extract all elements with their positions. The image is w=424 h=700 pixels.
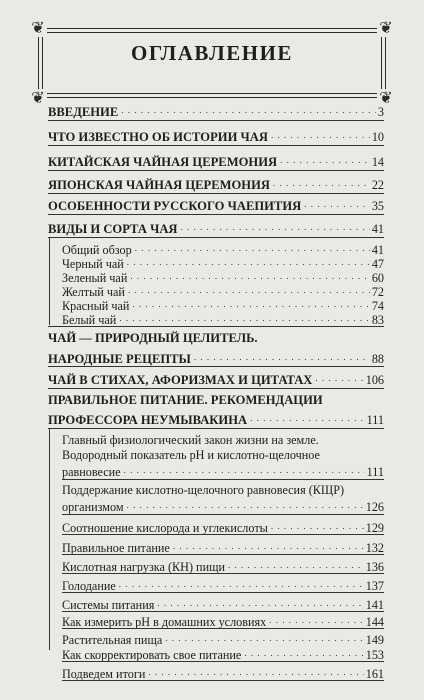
entry-divider	[62, 554, 384, 555]
toc-entry-poems: ЧАЙ В СТИХАХ, АФОРИЗМАХ И ЦИТАТАХ . . . 106	[48, 370, 384, 387]
toc-entry-chinese-ceremony: КИТАЙСКАЯ ЧАЙНАЯ ЦЕРЕМОНИЯ . . . 14	[48, 152, 384, 169]
entry-divider	[48, 366, 384, 367]
toc-subentry-acid-load: Кислотная нагрузка (КН) пищи . . . 136	[62, 557, 384, 574]
entry-divider	[62, 592, 384, 593]
toc-subentry-fasting: Голодание . . . 137	[62, 576, 384, 593]
entry-divider	[62, 680, 384, 681]
entry-divider	[48, 120, 384, 121]
entry-divider	[48, 145, 384, 146]
entry-divider	[62, 573, 384, 574]
section-bracket	[49, 428, 50, 650]
section-bracket	[49, 237, 50, 325]
ornament-corner-icon: ❦	[29, 19, 47, 37]
toc-entry-nutrition: ПРОФЕССОРА НЕУМЫВАКИНА . . . 111	[48, 410, 384, 427]
toc-entry-healer-line1: ЧАЙ — ПРИРОДНЫЙ ЦЕЛИТЕЛЬ.	[48, 331, 258, 345]
toc-entry-tea-types: ВИДЫ И СОРТА ЧАЯ . . . 41	[48, 219, 384, 236]
toc-subentry-green-tea: Зеленый чай . . . 60	[62, 268, 384, 285]
entry-divider	[62, 661, 384, 662]
entry-divider	[48, 193, 384, 194]
toc-subentry-proper-nutrition: Правильное питание . . . 132	[62, 538, 384, 555]
toc-subentry-black-tea: Черный чай . . . 47	[62, 254, 384, 271]
toc-entry-history: ЧТО ИЗВЕСТНО ОБ ИСТОРИИ ЧАЯ . . . 10	[48, 127, 384, 144]
toc-subentry-plant-food: Растительная пища . . . 149	[62, 630, 384, 647]
entry-divider	[62, 514, 384, 515]
entry-divider	[62, 479, 384, 480]
toc-entry-japanese-ceremony: ЯПОНСКАЯ ЧАЙНАЯ ЦЕРЕМОНИЯ . . . 22	[48, 175, 384, 192]
toc-entry-nutrition-line1: ПРАВИЛЬНОЕ ПИТАНИЕ. РЕКОМЕНДАЦИИ	[48, 393, 323, 407]
toc-subentry-adjust-diet: Как скорректировать свое питание . . . 153	[62, 645, 384, 662]
toc-subentry-summary: Подведем итоги . . . 161	[62, 664, 384, 681]
ornament-corner-icon: ❦	[377, 89, 395, 107]
toc-subentry-red-tea: Красный чай . . . 74	[62, 296, 384, 313]
toc-subentry-measure-ph: Как измерить pH в домашних условиях . . . 144	[62, 612, 384, 629]
toc-subentry-yellow-tea: Желтый чай . . . 72	[62, 282, 384, 299]
entry-divider	[48, 326, 384, 327]
toc-subentry-overview: Общий обзор . . . 41	[62, 240, 384, 257]
entry-divider	[48, 388, 384, 389]
toc-subentry-law-line2: Водородный показатель pH и кислотно-щелочное	[62, 448, 320, 462]
ornament-corner-icon: ❦	[377, 19, 395, 37]
entry-divider	[62, 628, 384, 629]
toc-subentry-acid-base-line1: Поддержание кислотно-щелочного равновесия (КЩР)	[62, 483, 345, 497]
entry-divider	[48, 170, 384, 171]
toc-entry-introduction: ВВЕДЕНИЕ . . . 3	[48, 102, 384, 119]
toc-subentry-acid-base: организмом . . . 126	[62, 497, 384, 514]
ornament-corner-icon: ❦	[29, 89, 47, 107]
entry-divider	[48, 237, 384, 238]
toc-subentry-oxygen: Соотношение кислорода и углекислоты . . . 129	[62, 518, 384, 535]
entry-divider	[62, 534, 384, 535]
toc-subentry-white-tea: Белый чай . . . 83	[62, 310, 384, 327]
toc-subentry-ph-balance: равновесие . . . 111	[62, 462, 384, 479]
page-title: ОГЛАВЛЕНИЕ	[131, 41, 293, 65]
toc-entry-russian-tea: ОСОБЕННОСТИ РУССКОГО ЧАЕПИТИЯ . . . 35	[48, 196, 384, 213]
toc-entry-healer: НАРОДНЫЕ РЕЦЕПТЫ . . . 88	[48, 349, 384, 366]
entry-divider	[48, 428, 384, 429]
entry-divider	[48, 214, 384, 215]
toc-subentry-law-line1: Главный физиологический закон жизни на земле.	[62, 433, 319, 447]
toc-subentry-nutrition-systems: Системы питания . . . 141	[62, 595, 384, 612]
